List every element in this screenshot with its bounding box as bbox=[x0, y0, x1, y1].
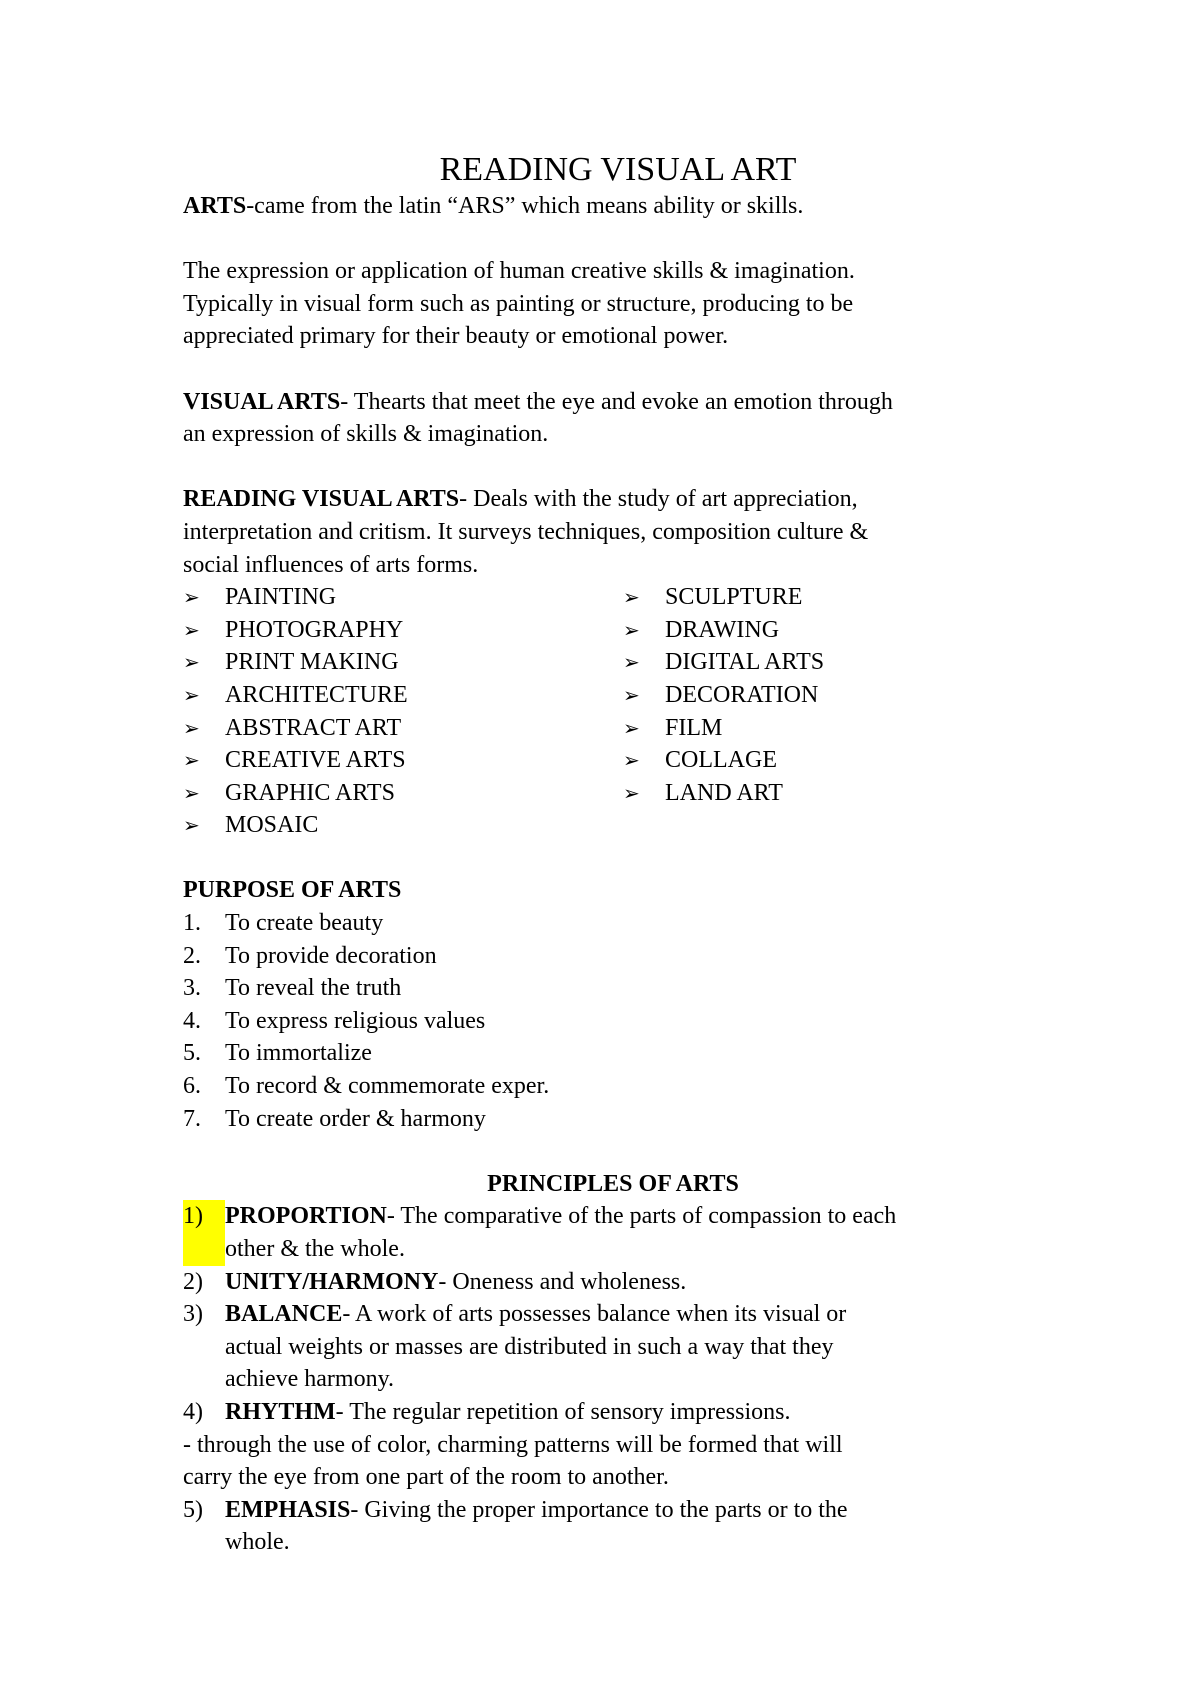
arts-text: -came from the latin “ARS” which means ability or skills. bbox=[246, 193, 804, 219]
list-item bbox=[183, 1298, 1043, 1396]
rhythm-note-line-2: carry the eye from one part of the room to another. bbox=[183, 1464, 669, 1491]
art-form-label: GRAPHIC ARTS bbox=[225, 779, 395, 806]
arrow-bullet-icon: ➢ bbox=[183, 715, 200, 740]
arrow-bullet-icon: ➢ bbox=[623, 617, 640, 642]
visual-arts-definition bbox=[183, 386, 1043, 419]
purpose-heading bbox=[183, 874, 1043, 907]
list-item bbox=[183, 940, 1043, 973]
item-number: 2) bbox=[183, 1268, 203, 1295]
item-text: To express religious values bbox=[225, 1007, 486, 1034]
list-item bbox=[183, 1103, 1043, 1136]
item-text: To provide decoration bbox=[225, 942, 437, 969]
principle-text: - The comparative of the parts of compassion to each bbox=[386, 1203, 897, 1230]
arrow-bullet-icon: ➢ bbox=[183, 780, 200, 805]
list-item bbox=[183, 581, 623, 614]
arrow-bullet-icon: ➢ bbox=[183, 617, 200, 642]
principle-text: - A work of arts possesses balance when its visual or bbox=[342, 1301, 847, 1328]
expression-line-1: The expression or application of human creative skills & imagination. bbox=[183, 258, 855, 285]
reading-visual-arts-text-2: interpretation and critism. It surveys techniques, composition culture & bbox=[183, 518, 869, 545]
art-form-label: FILM bbox=[665, 714, 723, 741]
list-item bbox=[623, 679, 1043, 712]
art-form-label: DIGITAL ARTS bbox=[665, 649, 825, 676]
reading-visual-arts-definition bbox=[183, 483, 1043, 516]
visual-arts-text-1: - Thearts that meet the eye and evoke an emotion through bbox=[340, 388, 893, 415]
art-forms-list bbox=[183, 581, 1043, 842]
art-form-label: CREATIVE ARTS bbox=[225, 747, 406, 774]
principle-text: - Oneness and wholeness. bbox=[438, 1268, 687, 1295]
list-item bbox=[623, 581, 1043, 614]
arrow-bullet-icon: ➢ bbox=[623, 715, 640, 740]
art-form-label: MOSAIC bbox=[225, 812, 319, 839]
document-page bbox=[183, 150, 1043, 1559]
art-form-label: DECORATION bbox=[665, 681, 819, 708]
arrow-bullet-icon: ➢ bbox=[183, 813, 200, 838]
document-title: READING VISUAL ART bbox=[439, 151, 797, 188]
list-item bbox=[623, 614, 1043, 647]
arrow-bullet-icon: ➢ bbox=[623, 748, 640, 773]
item-number: 5) bbox=[183, 1496, 203, 1523]
arrow-bullet-icon: ➢ bbox=[183, 682, 200, 707]
list-item bbox=[183, 972, 1043, 1005]
list-item bbox=[183, 1037, 1043, 1070]
item-text: To immortalize bbox=[225, 1040, 372, 1067]
item-text: To record & commemorate exper. bbox=[225, 1073, 550, 1100]
list-item bbox=[183, 744, 623, 777]
arts-term: ARTS bbox=[183, 193, 247, 219]
item-text: To create beauty bbox=[225, 910, 384, 937]
item-number: 3) bbox=[183, 1301, 203, 1328]
principle-text-cont: achieve harmony. bbox=[225, 1366, 395, 1393]
item-number: 4) bbox=[183, 1398, 203, 1425]
item-text: To reveal the truth bbox=[225, 975, 402, 1002]
list-item bbox=[183, 907, 1043, 940]
principle-term: PROPORTION bbox=[225, 1203, 387, 1230]
art-form-label: PHOTOGRAPHY bbox=[225, 616, 404, 643]
art-form-label: ABSTRACT ART bbox=[225, 714, 402, 741]
expression-line-2: Typically in visual form such as painting or structure, producing to be bbox=[183, 290, 854, 317]
list-item bbox=[183, 777, 623, 810]
principle-term: RHYTHM bbox=[225, 1398, 336, 1425]
reading-visual-arts-term: READING VISUAL ARTS bbox=[183, 486, 460, 513]
arrow-bullet-icon: ➢ bbox=[183, 650, 200, 675]
list-item bbox=[183, 646, 623, 679]
reading-visual-arts-text-1: - Deals with the study of art appreciation, bbox=[459, 486, 858, 513]
item-text: To create order & harmony bbox=[225, 1105, 486, 1132]
art-form-label: PRINT MAKING bbox=[225, 649, 399, 676]
item-number: 6. bbox=[183, 1073, 201, 1100]
principle-term: EMPHASIS bbox=[225, 1496, 351, 1523]
list-item bbox=[183, 1396, 1043, 1429]
art-form-label: ARCHITECTURE bbox=[225, 681, 408, 708]
principle-text: - Giving the proper importance to the parts or to the bbox=[350, 1496, 848, 1523]
arrow-bullet-icon: ➢ bbox=[623, 780, 640, 805]
arrow-bullet-icon: ➢ bbox=[183, 748, 200, 773]
list-item bbox=[183, 809, 623, 842]
principle-text-cont: actual weights or masses are distributed in such a way that they bbox=[225, 1333, 834, 1360]
principle-term: UNITY/HARMONY bbox=[225, 1268, 439, 1295]
visual-arts-text-2: an expression of skills & imagination. bbox=[183, 421, 549, 448]
list-item bbox=[183, 712, 623, 745]
visual-arts-term: VISUAL ARTS bbox=[183, 388, 341, 415]
list-item bbox=[623, 646, 1043, 679]
list-item bbox=[183, 614, 623, 647]
list-item bbox=[623, 744, 1043, 777]
principle-term: BALANCE bbox=[225, 1301, 343, 1328]
list-item bbox=[623, 712, 1043, 745]
item-number: 3. bbox=[183, 975, 201, 1002]
principle-text: - The regular repetition of sensory impressions. bbox=[335, 1398, 791, 1425]
art-form-label: PAINTING bbox=[225, 584, 337, 611]
arrow-bullet-icon: ➢ bbox=[183, 585, 200, 610]
principles-list bbox=[183, 1200, 1043, 1559]
reading-visual-arts-text-3: social influences of arts forms. bbox=[183, 551, 479, 578]
item-number: 7. bbox=[183, 1105, 201, 1132]
principle-text-cont: other & the whole. bbox=[225, 1236, 405, 1262]
art-form-label: COLLAGE bbox=[665, 747, 777, 774]
item-number: 2. bbox=[183, 942, 201, 969]
list-item bbox=[183, 1200, 1043, 1265]
item-number: 4. bbox=[183, 1007, 201, 1034]
list-item bbox=[623, 777, 1043, 810]
art-form-label: LAND ART bbox=[665, 779, 783, 806]
highlighted-number: 1) bbox=[183, 1200, 225, 1265]
list-item bbox=[183, 1005, 1043, 1038]
arts-definition bbox=[183, 190, 1043, 223]
list-item bbox=[183, 679, 623, 712]
item-number: 1. bbox=[183, 910, 201, 937]
expression-line-3: appreciated primary for their beauty or emotional power. bbox=[183, 323, 729, 350]
arrow-bullet-icon: ➢ bbox=[623, 682, 640, 707]
rhythm-note-line-1: - through the use of color, charming patterns will be formed that will bbox=[183, 1431, 843, 1458]
purpose-heading-text: PURPOSE OF ARTS bbox=[183, 877, 402, 904]
principles-heading: PRINCIPLES OF ARTS bbox=[487, 1170, 739, 1197]
arrow-bullet-icon: ➢ bbox=[623, 650, 640, 675]
arrow-bullet-icon: ➢ bbox=[623, 585, 640, 610]
art-form-label: SCULPTURE bbox=[665, 584, 803, 611]
list-item bbox=[183, 1494, 1043, 1559]
item-number: 5. bbox=[183, 1040, 201, 1067]
list-item bbox=[183, 1266, 1043, 1299]
principle-text-cont: whole. bbox=[225, 1529, 290, 1556]
art-form-label: DRAWING bbox=[665, 616, 780, 643]
list-item bbox=[183, 1070, 1043, 1103]
purpose-list bbox=[183, 907, 1043, 1135]
